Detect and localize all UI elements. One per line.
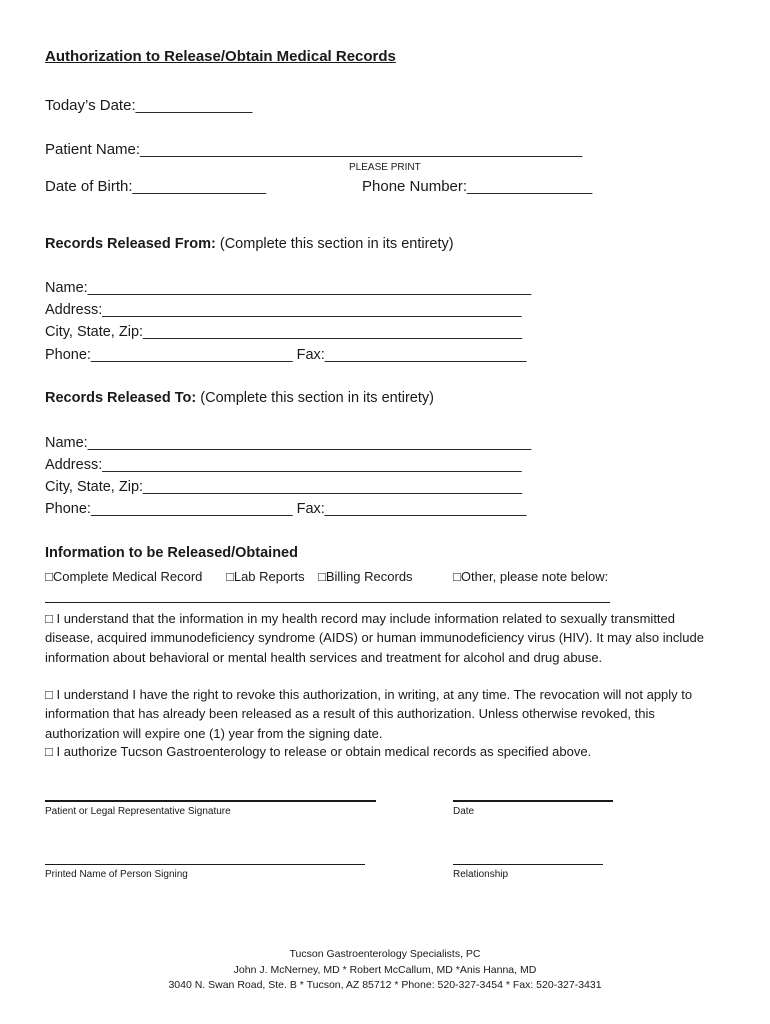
please-print-note: PLEASE PRINT [349, 162, 421, 173]
option-other[interactable]: □Other, please note below: [453, 569, 609, 584]
relationship-line[interactable] [453, 864, 603, 865]
todays-date-field[interactable]: Today’s Date:______________ [45, 97, 253, 114]
option-lab-reports[interactable]: □Lab Reports [226, 569, 305, 584]
option-billing-records[interactable]: □Billing Records [318, 569, 413, 584]
patient-name-field[interactable]: Patient Name:_____________________________________________________ [45, 141, 583, 158]
released-from-phone-fax-field[interactable]: Phone:_________________________ Fax:_________________________ [45, 347, 527, 363]
released-to-address-field[interactable]: Address:____________________________________________________ [45, 457, 522, 473]
released-from-address-field[interactable]: Address:____________________________________________________ [45, 302, 522, 318]
date-of-birth-field[interactable]: Date of Birth:________________ [45, 178, 267, 195]
information-heading: Information to be Released/Obtained [45, 545, 298, 561]
patient-signature-line[interactable] [45, 800, 376, 802]
released-from-title: Records Released From: [45, 236, 216, 252]
footer-doctors: John J. McNerney, MD * Robert McCallum, MD *Anis Hanna, MD [233, 964, 537, 976]
released-to-phone-fax-field[interactable]: Phone:_________________________ Fax:_________________________ [45, 501, 527, 517]
released-to-title: Records Released To: [45, 390, 197, 406]
statement-health-record[interactable]: □ I understand that the information in my health record may include information related to sexually transmitted disease, acquired immunodeficiency syndrome (AIDS) or human immunodeficiency virus (HIV). It may also include information about behavioral or mental health services and treatment for alcohol and drug abuse. [45, 611, 704, 665]
footer-company: Tucson Gastroenterology Specialists, PC [289, 948, 481, 960]
patient-signature-label: Patient or Legal Representative Signature [45, 806, 231, 817]
date-line[interactable] [453, 800, 613, 802]
document-title: Authorization to Release/Obtain Medical Records [45, 48, 396, 65]
released-from-city-field[interactable]: City, State, Zip:_______________________________________________ [45, 324, 523, 340]
statement-authorize[interactable]: □ I authorize Tucson Gastroenterology to release or obtain medical records as specified above. [45, 744, 592, 759]
printed-name-line[interactable] [45, 864, 365, 865]
released-from-name-field[interactable]: Name:_______________________________________________________ [45, 280, 532, 296]
released-to-name-field[interactable]: Name:_______________________________________________________ [45, 435, 532, 451]
phone-number-field[interactable]: Phone Number:_______________ [362, 178, 593, 195]
other-note-line[interactable] [45, 602, 610, 603]
date-label: Date [453, 806, 475, 817]
released-to-city-field[interactable]: City, State, Zip:_______________________________________________ [45, 479, 523, 495]
released-to-heading [45, 390, 434, 406]
printed-name-label: Printed Name of Person Signing [45, 869, 188, 880]
released-from-heading [45, 236, 454, 252]
option-complete-medical-record[interactable]: □Complete Medical Record [45, 569, 203, 584]
statement-revoke[interactable]: □ I understand I have the right to revoke this authorization, in writing, at any time. The revocation will not apply to information that has already been released as a result of this authorization. Unless otherwise revoked, this authorization will expire one (1) year from the signing date. [45, 687, 693, 741]
released-from-note: (Complete this section in its entirety) [215, 236, 454, 252]
footer-address: 3040 N. Swan Road, Ste. B * Tucson, AZ 85712 * Phone: 520-327-3454 * Fax: 520-327-3431 [168, 979, 602, 991]
released-to-note: (Complete this section in its entirety) [196, 390, 434, 406]
relationship-label: Relationship [453, 869, 509, 880]
